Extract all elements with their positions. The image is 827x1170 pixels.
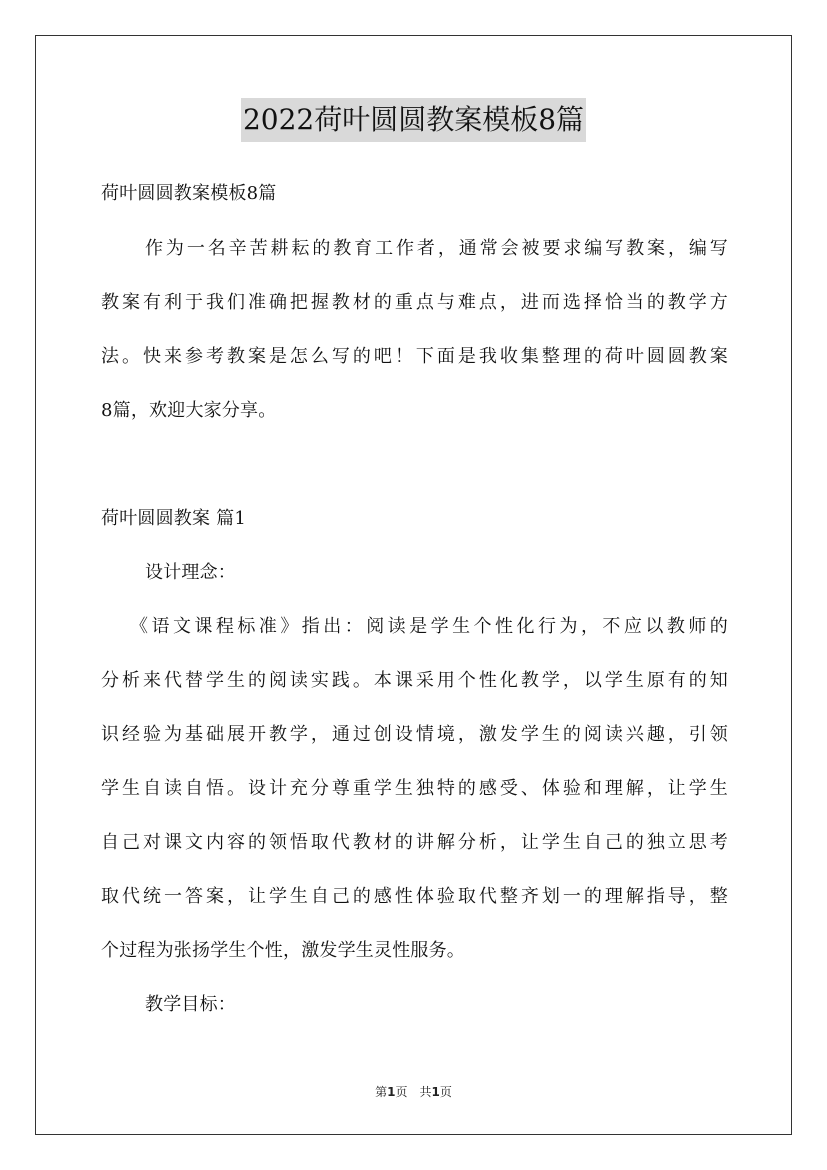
title-container bbox=[0, 98, 827, 142]
intro-line-1: 作为一名辛苦耕耘的教育工作者，通常会被要求编写教案，编写 bbox=[145, 238, 728, 259]
footer-prefix: 第 bbox=[375, 1085, 388, 1099]
intro-line-3: 法。快来参考教案是怎么写的吧！下面是我收集整理的荷叶圆圆教案 bbox=[101, 346, 728, 367]
intro-line-2: 教案有利于我们准确把握教材的重点与难点，进而选择恰当的教学方 bbox=[101, 292, 728, 313]
body-line-3: 识经验为基础展开教学，通过创设情境，激发学生的阅读兴趣，引领 bbox=[101, 724, 728, 745]
body-line-6: 取代统一答案，让学生自己的感性体验取代整齐划一的理解指导，整 bbox=[101, 886, 728, 907]
footer-page-number: 1 bbox=[387, 1085, 396, 1099]
body-line-4: 学生自读自悟。设计充分尊重学生独特的感受、体验和理解，让学生 bbox=[101, 778, 728, 799]
footer-suffix: 页 bbox=[439, 1085, 452, 1099]
design-concept-label: 设计理念： bbox=[145, 562, 236, 583]
intro-line-4: 8篇，欢迎大家分享。 bbox=[101, 400, 277, 421]
body-line-5: 自己对课文内容的领悟取代教材的讲解分析，让学生自己的独立思考 bbox=[101, 832, 728, 853]
teaching-goals-label: 教学目标： bbox=[145, 994, 236, 1015]
body-line-7: 个过程为张扬学生个性，激发学生灵性服务。 bbox=[101, 940, 465, 961]
doc-subtitle: 荷叶圆圆教案模板8篇 bbox=[101, 183, 277, 204]
section-heading: 荷叶圆圆教案 篇1 bbox=[101, 508, 246, 529]
body-line-2: 分析来代替学生的阅读实践。本课采用个性化教学，以学生原有的知 bbox=[101, 670, 728, 691]
page-footer bbox=[0, 1083, 827, 1100]
body-line-1: 《语文课程标准》指出：阅读是学生个性化行为，不应以教师的 bbox=[130, 616, 728, 637]
document-title: 2022荷叶圆圆教案模板8篇 bbox=[241, 98, 586, 142]
footer-total-pages: 1 bbox=[431, 1085, 440, 1099]
footer-middle: 页 共 bbox=[395, 1085, 432, 1099]
